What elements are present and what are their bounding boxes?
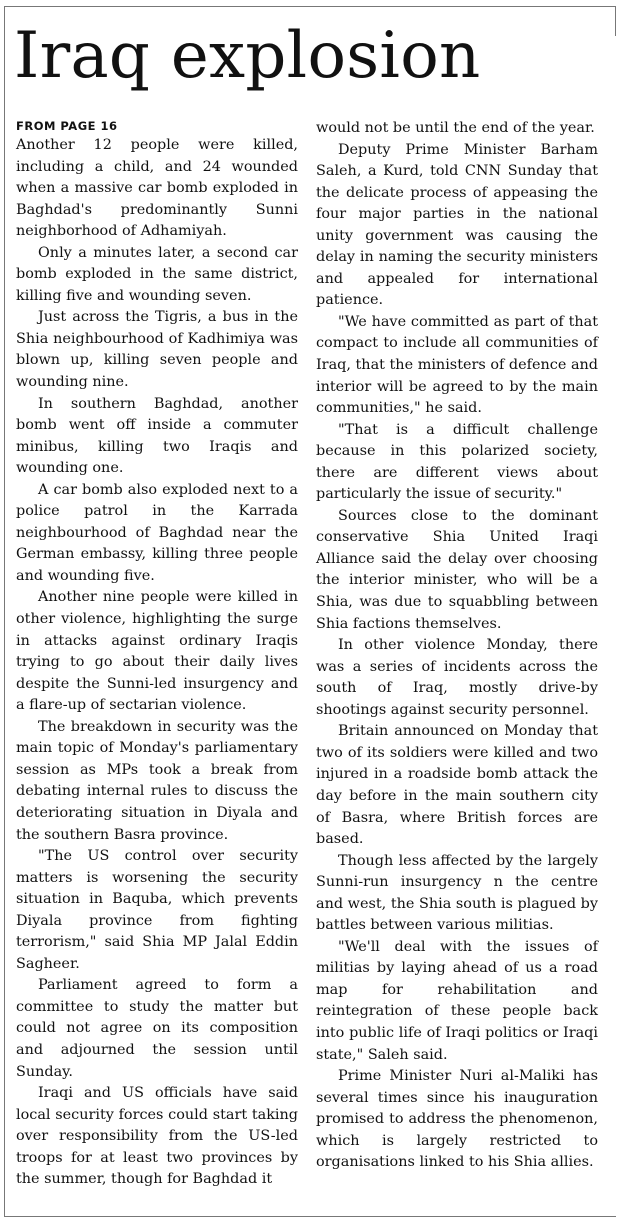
paragraph: "We have committed as part of that compact to include all communities of Iraq, that the ministers of defence and interior will be agreed to by the main communities," he said.: [316, 313, 598, 417]
paragraph: In southern Baghdad, another bomb went off inside a commuter minibus, killing two Iraqis and wounding one.: [16, 395, 298, 477]
paragraph: Parliament agreed to form a committee to study the matter but could not agree on its composition and adjourned the session until Sunday.: [16, 977, 298, 1080]
paragraph: "We'll deal with the issues of militias by laying ahead of us a road map for rehabilitation and reintegration of these people back into public life of Iraqi politics or Iraqi state," Saleh said.: [316, 938, 598, 1063]
top-border-rule: [4, 6, 616, 7]
paragraph: "The US control over security matters is worsening the security situation in Baquba, which prevents Diyala province from fighting terrorism," said Shia MP Jalal Eddin Sagheer.: [16, 848, 298, 972]
page-jump-kicker: FROM PAGE 16: [16, 119, 118, 133]
paragraph: In other violence Monday, there was a series of incidents across the south of Iraq, mostly drive-by shootings against security personnel.: [316, 637, 598, 718]
paragraph: Only a minutes later, a second car bomb exploded in the same district, killing five and wounding seven.: [16, 244, 298, 304]
paragraph: Though less affected by the largely Sunni-run insurgency n the centre and west, the Shia south is plagued by battles between various militias.: [316, 852, 598, 934]
paragraph: Another nine people were killed in other violence, highlighting the surge in attacks against ordinary Iraqis trying to go about their daily lives despite the Sunni-led insurgency and a flare-up of sectarian violence.: [16, 589, 298, 714]
paragraph: Just across the Tigris, a bus in the Shia neighbourhood of Kadhimiya was blown up, killing seven people and wounding nine.: [16, 309, 298, 391]
left-border-rule: [4, 6, 5, 1216]
first-paragraph: [16, 118, 298, 243]
right-border-rule: [615, 6, 616, 36]
bottom-border-rule: [4, 1216, 616, 1217]
paragraph: The breakdown in security was the main topic of Monday's parliamentary session as MPs took a break from debating internal rules to discuss the deteriorating situation in Diyala and the southern Basra province.: [16, 718, 298, 843]
paragraph: A car bomb also exploded next to a police patrol in the Karrada neighbourhood of Baghdad near the German embassy, killing three people and wounding five.: [16, 481, 298, 584]
paragraph: Prime Minister Nuri al-Maliki has several times since his inauguration promised to address the phenomenon, which is largely restricted to organisations linked to his Shia allies.: [316, 1068, 598, 1171]
paragraph: Sources close to the dominant conservative Shia United Iraqi Alliance said the delay over choosing the interior minister, who will be a Shia, was due to squabbling between Shia factions themselves.: [316, 507, 598, 632]
article-column-left: [16, 118, 298, 1191]
headline: Iraq explosion: [14, 19, 481, 93]
paragraph: Iraqi and US officials have said local security forces could start taking over responsibility from the US-led troops for at least two provinces by the summer, though for Baghdad it: [16, 1085, 298, 1188]
article-column-right: [316, 118, 598, 1174]
paragraph: Deputy Prime Minister Barham Saleh, a Kurd, told CNN Sunday that the delicate process of appeasing the four major parties in the national unity government was causing the delay in naming the security ministers and appealed for international patience.: [316, 141, 598, 309]
continued-paragraph: would not be until the end of the year.: [316, 120, 595, 136]
paragraph: Britain announced on Monday that two of its soldiers were killed and two injured in a roadside bomb attack the day before in the main southern city of Basra, where British forces are based.: [316, 723, 598, 848]
paragraph: "That is a difficult challenge because in this polarized society, there are different views about particularly the issue of security.": [316, 421, 598, 503]
paragraph-text: Another 12 people were killed, including a child, and 24 wounded when a massive car bomb exploded in Baghdad's predominantly Sunni neighborhood of Adhamiyah.: [16, 137, 298, 240]
